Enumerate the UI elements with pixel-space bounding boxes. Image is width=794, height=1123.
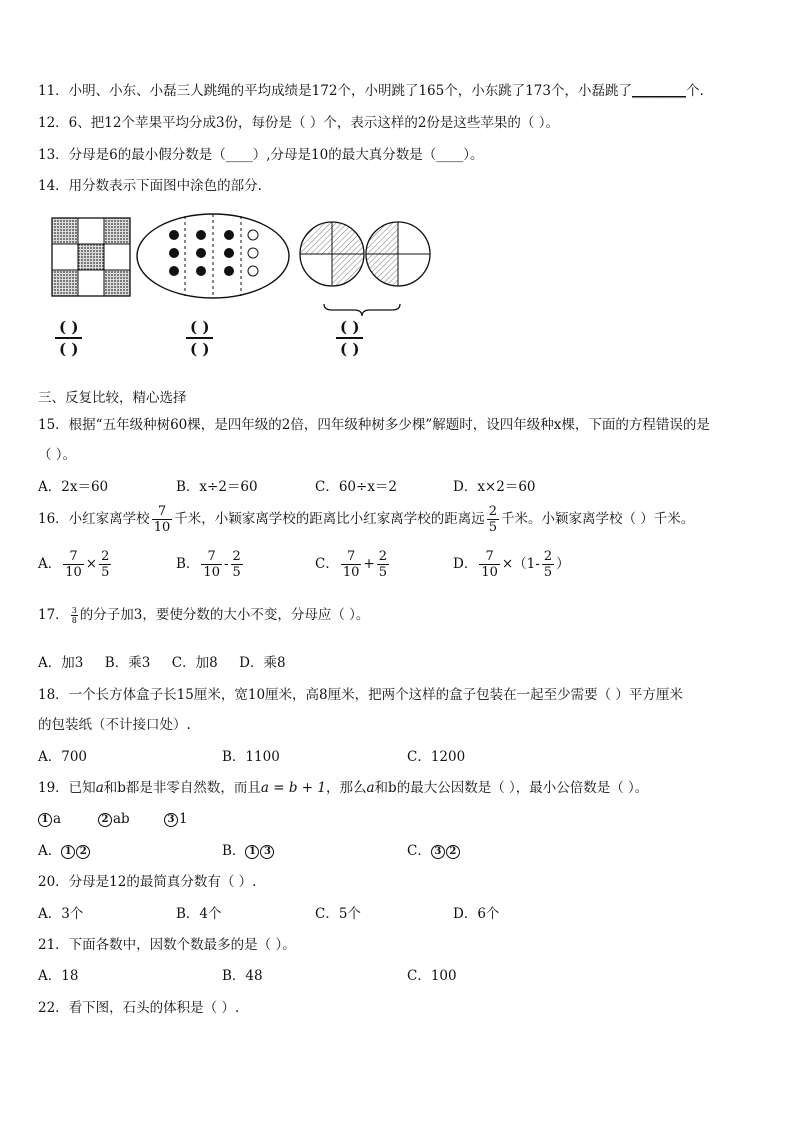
- figure-14: [0, 208, 794, 378]
- option-d[interactable]: D．x×2＝60: [453, 479, 536, 495]
- fraction-denominator: 8: [71, 616, 77, 625]
- fraction-denominator: ( ): [340, 340, 360, 358]
- fraction-numerator: 7: [63, 549, 84, 565]
- option-c[interactable]: C．5个: [315, 906, 361, 922]
- option-a[interactable]: A．18: [38, 968, 79, 984]
- fraction: [542, 549, 554, 580]
- fraction: [377, 549, 389, 580]
- question-number: 17．: [38, 607, 69, 623]
- fraction-numerator: 2: [101, 549, 110, 564]
- option-b[interactable]: B．1100: [222, 749, 280, 765]
- equation: a = b + 1: [260, 780, 326, 796]
- fraction: [152, 504, 173, 535]
- option-label: C．: [315, 556, 339, 572]
- operator: ×: [85, 556, 98, 572]
- variable-a: a: [366, 780, 375, 796]
- option-a[interactable]: A．3个: [38, 906, 84, 922]
- operator: -: [223, 556, 229, 572]
- circled-number: 2: [98, 813, 112, 827]
- question-14: 14．用分数表示下面图中涂色的部分.: [38, 178, 262, 194]
- quarter-circles: [300, 222, 430, 286]
- circled-number: 1: [38, 813, 52, 827]
- fraction: [231, 549, 243, 580]
- option-b[interactable]: B．x÷2＝60: [176, 479, 258, 495]
- option-c[interactable]: [407, 842, 461, 860]
- question-16-part1: 16．小红家离学校: [38, 511, 150, 527]
- fraction-denominator: 5: [543, 565, 553, 580]
- fraction-denominator: ( ): [190, 340, 210, 358]
- choice-text: 1: [179, 811, 188, 827]
- operator: ×（1-: [501, 556, 540, 572]
- question-17-options[interactable]: A．加3 B．乘3 C．加8 D．乘8: [38, 655, 286, 671]
- question-18-line1: 18．一个长方体盒子长15厘米，宽10厘米，高8厘米，把两个这样的盒子包装在一起至少需要（ ）平方厘米: [38, 687, 683, 703]
- fraction-numerator: 2: [232, 549, 241, 564]
- question-21: 21．下面各数中，因数个数最多的是（ ）。: [38, 937, 296, 953]
- option-d[interactable]: [453, 548, 570, 580]
- fraction-numerator: 2: [543, 549, 553, 564]
- question-16-part2: 千米，小颖家离学校的距离比小红家离学校的距离远: [174, 511, 485, 527]
- question-19-part1: 19．已知: [38, 780, 96, 796]
- question-11-end: 个.: [685, 83, 704, 99]
- choice-3: [164, 810, 188, 828]
- circled-number: 2: [76, 845, 90, 859]
- fraction-numerator: 7: [201, 549, 222, 565]
- fraction-denominator: 10: [203, 565, 220, 580]
- option-a[interactable]: [38, 548, 113, 580]
- option-label: D．: [453, 556, 478, 572]
- fraction: [71, 606, 78, 625]
- option-b[interactable]: B．48: [222, 968, 263, 984]
- option-a[interactable]: A．2x＝60: [38, 479, 109, 495]
- fraction-numerator: 3: [71, 606, 77, 615]
- fraction-numerator: ( ): [55, 318, 82, 339]
- option-label: B．: [176, 556, 200, 572]
- answer-blank[interactable]: ________: [631, 83, 686, 99]
- question-19: [38, 779, 648, 797]
- question-19-part3: ，那么: [325, 780, 367, 796]
- fraction-denominator: 10: [65, 565, 82, 580]
- option-c[interactable]: C．100: [407, 968, 457, 984]
- circled-number: 3: [260, 845, 274, 859]
- question-22: 22．看下图，石头的体积是（ ）.: [38, 1000, 240, 1016]
- fraction-denominator: 10: [342, 565, 360, 580]
- fraction-numerator: 2: [378, 549, 387, 564]
- question-15-line2: （ ）。: [38, 447, 77, 463]
- choice-1: [38, 810, 61, 828]
- fraction-denominator: 10: [153, 520, 171, 535]
- option-c[interactable]: [315, 548, 391, 580]
- circled-number: 3: [164, 813, 178, 827]
- operator: ）: [556, 556, 570, 572]
- fraction-denominator: ( ): [59, 340, 79, 358]
- option-label: B．: [222, 843, 246, 859]
- fraction-denominator: 10: [481, 565, 498, 580]
- question-18-line2: 的包装纸（不计接口处）.: [38, 717, 191, 733]
- operator: +: [363, 556, 375, 572]
- choice-text: a: [53, 811, 62, 827]
- fraction-numerator: 7: [341, 549, 362, 565]
- section-title: 三、反复比较，精心选择: [38, 390, 187, 406]
- question-16: [38, 503, 694, 535]
- answer-fraction-1[interactable]: [55, 318, 82, 358]
- option-c[interactable]: C．1200: [407, 749, 466, 765]
- option-label: A．: [38, 556, 62, 572]
- question-19-part4: 和b的最大公因数是（ ），最小公倍数是（ ）。: [374, 780, 649, 796]
- variable-a: a: [95, 780, 104, 796]
- option-label: A．: [38, 843, 62, 859]
- fraction-denominator: 5: [101, 565, 110, 580]
- choice-2: [98, 810, 130, 828]
- fraction-denominator: 5: [378, 565, 387, 580]
- question-16-part3: 千米。小颖家离学校（ ）千米。: [501, 511, 695, 527]
- fraction: [341, 549, 362, 580]
- question-17: [38, 606, 369, 625]
- fraction-denominator: 5: [488, 520, 498, 535]
- fraction: [487, 504, 499, 535]
- question-11-text: 11．小明、小东、小磊三人跳绳的平均成绩是172个，小明跳了165个，小东跳了173个，小磊跳了: [38, 83, 632, 99]
- fraction-numerator: 2: [488, 504, 498, 519]
- choice-text: ab: [113, 811, 130, 827]
- option-label: C．: [407, 843, 431, 859]
- answer-fraction-3[interactable]: [336, 318, 363, 358]
- fraction: [201, 549, 222, 580]
- option-b[interactable]: [176, 548, 245, 580]
- answer-fraction-2[interactable]: [186, 318, 213, 358]
- question-20: 20．分母是12的最简真分数有（ ）.: [38, 874, 257, 890]
- question-11: [38, 82, 704, 100]
- fraction: [63, 549, 84, 580]
- question-19-part2: 和b都是非零自然数，而且: [103, 780, 261, 796]
- question-13: 13．分母是6的最小假分数是（____）,分母是10的最大真分数是（____）。: [38, 147, 484, 163]
- option-a[interactable]: [38, 842, 91, 860]
- fraction-numerator: ( ): [186, 318, 213, 339]
- question-15-line1: 15．根据“五年级种树60棵，是四年级的2倍，四年级种树多少棵”解题时，设四年级种x棵，下面的方程错误的是: [38, 417, 710, 433]
- fraction-numerator: 7: [479, 549, 500, 565]
- question-12: 12．6、把12个苹果平均分成3份，每份是（ ）个，表示这样的2份是这些苹果的（ ）。: [38, 115, 559, 131]
- circled-number: 2: [446, 845, 460, 859]
- fraction: [99, 549, 111, 580]
- fraction-denominator: 5: [232, 565, 241, 580]
- option-c[interactable]: C．60÷x＝2: [315, 479, 398, 495]
- option-b[interactable]: B．4个: [176, 906, 222, 922]
- fraction-numerator: ( ): [336, 318, 363, 339]
- brace: [324, 304, 400, 316]
- option-b[interactable]: [222, 842, 275, 860]
- circled-number: 1: [245, 845, 259, 859]
- option-d[interactable]: D．6个: [453, 906, 500, 922]
- fraction-numerator: 7: [152, 504, 173, 520]
- circled-number: 1: [61, 845, 75, 859]
- circled-number: 3: [431, 845, 445, 859]
- option-a[interactable]: A．700: [38, 749, 88, 765]
- oval-with-dots: [137, 214, 289, 298]
- checkered-square: [52, 218, 130, 296]
- question-17-text: 的分子加3，要使分数的大小不变，分母应（ ）。: [79, 607, 370, 623]
- fraction: [479, 549, 500, 580]
